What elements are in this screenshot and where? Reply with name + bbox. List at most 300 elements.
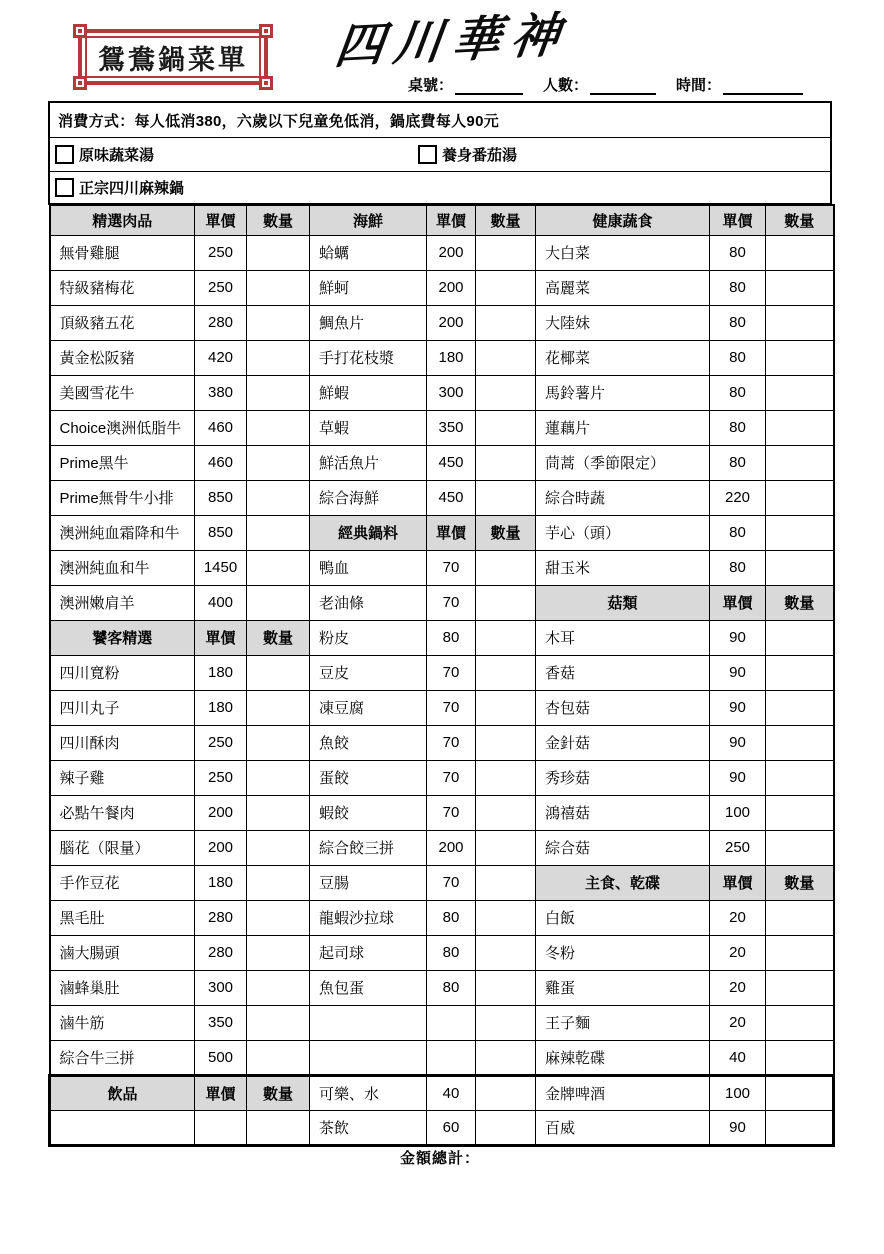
menu-item-name: 頂級豬五花 [50, 305, 195, 340]
menu-item-name: 蛋餃 [310, 760, 427, 795]
menu-item-qty-cell[interactable] [766, 795, 834, 830]
menu-row [50, 410, 834, 445]
menu-row [50, 795, 834, 830]
menu-item-qty-cell[interactable] [766, 760, 834, 795]
menu-item-name: 金牌啤酒 [536, 1075, 710, 1110]
empty-cell [310, 1040, 427, 1075]
notice-and-soup-box [48, 101, 832, 205]
menu-row [50, 515, 834, 550]
menu-item-price: 280 [195, 305, 247, 340]
menu-item-qty-cell[interactable] [247, 900, 310, 935]
menu-row [50, 935, 834, 970]
menu-item-price: 70 [427, 550, 476, 585]
menu-item-price: 80 [710, 550, 766, 585]
menu-item-price: 280 [195, 935, 247, 970]
menu-item-price: 40 [710, 1040, 766, 1075]
menu-item-qty-cell[interactable] [476, 480, 536, 515]
empty-cell [427, 1005, 476, 1040]
menu-item-name: 秀珍菇 [536, 760, 710, 795]
menu-row [50, 375, 834, 410]
section-header-title: 饕客精選 [50, 620, 195, 655]
menu-item-price: 180 [427, 340, 476, 375]
menu-item-price: 220 [710, 480, 766, 515]
stamp-corner-ornament [259, 76, 273, 90]
menu-item-price: 500 [195, 1040, 247, 1075]
menu-item-name: 腦花（限量） [50, 830, 195, 865]
menu-item-price: 80 [710, 445, 766, 480]
menu-table-header-row [50, 205, 834, 235]
menu-item-qty-cell[interactable] [247, 375, 310, 410]
menu-item-name: 木耳 [536, 620, 710, 655]
menu-item-price: 20 [710, 970, 766, 1005]
column-header-category: 精選肉品 [50, 205, 195, 235]
menu-item-qty-cell[interactable] [766, 375, 834, 410]
time-label: 時間： [676, 77, 722, 94]
menu-item-qty-cell[interactable] [247, 830, 310, 865]
menu-item-name: 甜玉米 [536, 550, 710, 585]
menu-item-name: 茶飲 [310, 1110, 427, 1145]
menu-item-name: 魚包蛋 [310, 970, 427, 1005]
menu-item-price: 280 [195, 900, 247, 935]
empty-cell [310, 1005, 427, 1040]
menu-item-name: 四川酥肉 [50, 725, 195, 760]
menu-item-price: 80 [710, 375, 766, 410]
menu-item-price: 850 [195, 480, 247, 515]
menu-item-price: 200 [427, 830, 476, 865]
menu-item-name: 黑毛肚 [50, 900, 195, 935]
menu-item-name: 鮮蝦 [310, 375, 427, 410]
menu-item-name: 花椰菜 [536, 340, 710, 375]
menu-item-name: 王子麵 [536, 1005, 710, 1040]
menu-item-name: 蓮藕片 [536, 410, 710, 445]
menu-item-price: 200 [195, 795, 247, 830]
menu-item-name: 豆腸 [310, 865, 427, 900]
menu-item-qty-cell[interactable] [476, 795, 536, 830]
section-header-qty-label: 數量 [247, 620, 310, 655]
menu-item-qty-cell[interactable] [476, 935, 536, 970]
menu-item-qty-cell[interactable] [476, 375, 536, 410]
menu-item-name: 豆皮 [310, 655, 427, 690]
soup-option-veg [55, 144, 154, 165]
menu-item-qty-cell[interactable] [766, 655, 834, 690]
menu-item-name: 高麗菜 [536, 270, 710, 305]
time-input-line[interactable] [723, 79, 803, 95]
menu-item-name: 美國雪花牛 [50, 375, 195, 410]
menu-item-qty-cell[interactable] [766, 935, 834, 970]
menu-item-price: 20 [710, 900, 766, 935]
menu-item-price: 80 [427, 620, 476, 655]
menu-item-name: 杏包菇 [536, 690, 710, 725]
stamp-corner-ornament [259, 24, 273, 38]
menu-item-qty-cell[interactable] [766, 445, 834, 480]
time-field [676, 74, 803, 95]
menu-item-price: 90 [710, 655, 766, 690]
menu-item-price: 100 [710, 795, 766, 830]
menu-item-qty-cell[interactable] [766, 620, 834, 655]
menu-item-price: 80 [427, 935, 476, 970]
soup-option-row-2 [50, 172, 830, 203]
menu-item-qty-cell[interactable] [247, 655, 310, 690]
people-count-field [543, 74, 656, 95]
menu-item-price: 100 [710, 1075, 766, 1110]
menu-item-qty-cell[interactable] [247, 480, 310, 515]
menu-item-qty-cell[interactable] [476, 970, 536, 1005]
people-count-input-line[interactable] [590, 79, 656, 95]
menu-item-name: 必點午餐肉 [50, 795, 195, 830]
menu-item-name: 蝦餃 [310, 795, 427, 830]
menu-item-price: 250 [195, 270, 247, 305]
menu-item-price: 1450 [195, 550, 247, 585]
menu-item-name: 百威 [536, 1110, 710, 1145]
menu-item-price: 400 [195, 585, 247, 620]
menu-item-name: 可樂、水 [310, 1075, 427, 1110]
menu-row [50, 1040, 834, 1075]
menu-item-price: 20 [710, 1005, 766, 1040]
people-count-label: 人數： [543, 77, 589, 94]
menu-item-price: 80 [710, 235, 766, 270]
stamp-corner-ornament [73, 76, 87, 90]
empty-cell [195, 1110, 247, 1145]
menu-item-price: 80 [710, 515, 766, 550]
section-header-title: 經典鍋料 [310, 515, 427, 550]
menu-item-qty-cell[interactable] [476, 270, 536, 305]
menu-item-name: 大白菜 [536, 235, 710, 270]
section-header-qty-label: 數量 [766, 865, 834, 900]
soup-option-mala [55, 177, 184, 198]
restaurant-stamp-logo [78, 29, 268, 85]
menu-item-name: 老油條 [310, 585, 427, 620]
mala-pot-checkbox[interactable] [55, 178, 74, 197]
menu-item-qty-cell[interactable] [766, 1005, 834, 1040]
section-header-price-label: 單價 [710, 865, 766, 900]
menu-item-price: 850 [195, 515, 247, 550]
menu-item-price: 450 [427, 445, 476, 480]
section-header-title: 主食、乾碟 [536, 865, 710, 900]
menu-item-name: 魚餃 [310, 725, 427, 760]
menu-item-qty-cell[interactable] [476, 340, 536, 375]
menu-item-price: 90 [710, 620, 766, 655]
menu-item-qty-cell[interactable] [766, 305, 834, 340]
menu-item-qty-cell[interactable] [247, 410, 310, 445]
column-header-price: 單價 [427, 205, 476, 235]
menu-row [50, 305, 834, 340]
menu-item-name: 蛤蠣 [310, 235, 427, 270]
menu-row [50, 1110, 834, 1145]
menu-item-price: 80 [427, 970, 476, 1005]
menu-item-qty-cell[interactable] [766, 1040, 834, 1075]
menu-item-qty-cell[interactable] [476, 760, 536, 795]
menu-item-qty-cell[interactable] [476, 725, 536, 760]
menu-item-name: 無骨雞腿 [50, 235, 195, 270]
menu-item-name: 鮮蚵 [310, 270, 427, 305]
menu-item-qty-cell[interactable] [476, 865, 536, 900]
menu-row [50, 690, 834, 725]
menu-row [50, 270, 834, 305]
menu-item-qty-cell[interactable] [247, 340, 310, 375]
menu-item-qty-cell[interactable] [476, 620, 536, 655]
menu-item-name: 滷大腸頭 [50, 935, 195, 970]
menu-row [50, 620, 834, 655]
menu-item-price: 80 [710, 340, 766, 375]
empty-cell [476, 1040, 536, 1075]
menu-row [50, 340, 834, 375]
menu-item-name: Prime黑牛 [50, 445, 195, 480]
menu-item-qty-cell[interactable] [247, 515, 310, 550]
menu-item-price: 70 [427, 795, 476, 830]
menu-item-price: 200 [195, 830, 247, 865]
menu-item-qty-cell[interactable] [247, 865, 310, 900]
menu-item-price: 250 [195, 760, 247, 795]
menu-item-price: 80 [710, 305, 766, 340]
menu-item-name: 鯛魚片 [310, 305, 427, 340]
menu-item-qty-cell[interactable] [766, 410, 834, 445]
menu-table [48, 204, 835, 1147]
menu-row [50, 1075, 834, 1110]
menu-row [50, 725, 834, 760]
menu-item-name: 龍蝦沙拉球 [310, 900, 427, 935]
section-header-qty-label: 數量 [476, 515, 536, 550]
menu-item-price: 70 [427, 690, 476, 725]
menu-row [50, 445, 834, 480]
menu-item-price: 60 [427, 1110, 476, 1145]
section-header-title: 飲品 [50, 1075, 195, 1110]
menu-item-qty-cell[interactable] [476, 900, 536, 935]
table-number-label: 桌號： [408, 77, 454, 94]
menu-item-name: 綜合牛三拼 [50, 1040, 195, 1075]
menu-item-name: 草蝦 [310, 410, 427, 445]
menu-item-qty-cell[interactable] [766, 340, 834, 375]
menu-item-price: 70 [427, 585, 476, 620]
menu-item-price: 200 [427, 305, 476, 340]
tomato-soup-label: 養身番茄湯 [442, 147, 518, 164]
grand-total-label: 金額總計： [399, 1150, 480, 1167]
section-header-price-label: 單價 [427, 515, 476, 550]
menu-item-name: 特級豬梅花 [50, 270, 195, 305]
menu-item-name: 手打花枝漿 [310, 340, 427, 375]
menu-item-qty-cell[interactable] [476, 585, 536, 620]
stamp-corner-ornament [73, 24, 87, 38]
menu-item-qty-cell[interactable] [476, 445, 536, 480]
menu-row [50, 1005, 834, 1040]
menu-title: 鴛鴦鍋菜單 [98, 44, 248, 75]
menu-item-price: 460 [195, 445, 247, 480]
menu-item-price: 70 [427, 655, 476, 690]
menu-item-name: 四川寬粉 [50, 655, 195, 690]
menu-item-price: 180 [195, 690, 247, 725]
menu-item-qty-cell[interactable] [247, 935, 310, 970]
section-header-price-label: 單價 [195, 1075, 247, 1110]
menu-item-name: 鮮活魚片 [310, 445, 427, 480]
menu-row [50, 760, 834, 795]
menu-item-qty-cell[interactable] [247, 970, 310, 1005]
menu-item-price: 90 [710, 760, 766, 795]
menu-item-name: 馬鈴薯片 [536, 375, 710, 410]
menu-item-name: Choice澳洲低脂牛 [50, 410, 195, 445]
menu-item-name: 澳洲嫩肩羊 [50, 585, 195, 620]
menu-item-qty-cell[interactable] [247, 305, 310, 340]
menu-row [50, 480, 834, 515]
column-header-price: 單價 [195, 205, 247, 235]
soup-option-row-1 [50, 138, 830, 172]
menu-item-name: 澳洲純血霜降和牛 [50, 515, 195, 550]
menu-item-qty-cell[interactable] [766, 690, 834, 725]
menu-row [50, 550, 834, 585]
menu-row [50, 830, 834, 865]
tomato-soup-checkbox[interactable] [418, 145, 437, 164]
brand-calligraphy: 四川華神 [332, 6, 573, 75]
stamp-inner-frame [85, 36, 261, 78]
menu-item-name: 芋心（頭） [536, 515, 710, 550]
mala-pot-label: 正宗四川麻辣鍋 [79, 180, 185, 197]
veg-soup-checkbox[interactable] [55, 145, 74, 164]
menu-item-qty-cell[interactable] [766, 270, 834, 305]
menu-item-price: 80 [710, 270, 766, 305]
menu-item-price: 300 [427, 375, 476, 410]
menu-item-name: 澳洲純血和牛 [50, 550, 195, 585]
menu-item-price: 80 [710, 410, 766, 445]
menu-item-name: 茼蒿（季節限定） [536, 445, 710, 480]
menu-item-price: 380 [195, 375, 247, 410]
menu-item-name: 四川丸子 [50, 690, 195, 725]
menu-item-name: 綜合菇 [536, 830, 710, 865]
empty-cell [247, 1110, 310, 1145]
soup-option-tomato [418, 144, 517, 165]
menu-item-name: 鴨血 [310, 550, 427, 585]
menu-item-qty-cell[interactable] [247, 690, 310, 725]
menu-item-name: 手作豆花 [50, 865, 195, 900]
menu-item-price: 80 [427, 900, 476, 935]
menu-item-name: 滷牛筋 [50, 1005, 195, 1040]
menu-row [50, 970, 834, 1005]
menu-item-name: 凍豆腐 [310, 690, 427, 725]
menu-item-price: 70 [427, 760, 476, 795]
consumption-notice: 消費方式：每人低消380，六歲以下兒童免低消，鍋底費每人90元 [50, 103, 830, 138]
menu-item-price: 250 [195, 235, 247, 270]
menu-item-qty-cell[interactable] [247, 550, 310, 585]
menu-item-qty-cell[interactable] [247, 725, 310, 760]
section-header-price-label: 單價 [195, 620, 247, 655]
menu-item-price: 350 [195, 1005, 247, 1040]
menu-item-qty-cell[interactable] [476, 410, 536, 445]
menu-item-price: 350 [427, 410, 476, 445]
column-header-qty: 數量 [766, 205, 834, 235]
menu-item-price: 90 [710, 725, 766, 760]
menu-item-name: 黃金松阪豬 [50, 340, 195, 375]
menu-item-qty-cell[interactable] [247, 760, 310, 795]
menu-item-qty-cell[interactable] [247, 445, 310, 480]
menu-item-qty-cell[interactable] [476, 1110, 536, 1145]
section-header-qty-label: 數量 [766, 585, 834, 620]
menu-item-name: 麻辣乾碟 [536, 1040, 710, 1075]
menu-item-qty-cell[interactable] [476, 1075, 536, 1110]
menu-item-name: 大陸妹 [536, 305, 710, 340]
menu-item-qty-cell[interactable] [766, 515, 834, 550]
menu-item-price: 460 [195, 410, 247, 445]
menu-item-price: 180 [195, 865, 247, 900]
menu-item-name: 綜合海鮮 [310, 480, 427, 515]
menu-item-qty-cell[interactable] [766, 1075, 834, 1110]
menu-item-qty-cell[interactable] [766, 1110, 834, 1145]
empty-cell [427, 1040, 476, 1075]
section-header-title: 菇類 [536, 585, 710, 620]
section-header-price-label: 單價 [710, 585, 766, 620]
menu-item-price: 90 [710, 1110, 766, 1145]
menu-item-qty-cell[interactable] [766, 830, 834, 865]
menu-item-qty-cell[interactable] [766, 480, 834, 515]
menu-item-price: 40 [427, 1075, 476, 1110]
menu-row [50, 585, 834, 620]
menu-item-qty-cell[interactable] [766, 550, 834, 585]
menu-item-name: 雞蛋 [536, 970, 710, 1005]
menu-item-price: 250 [195, 725, 247, 760]
menu-row [50, 900, 834, 935]
menu-item-qty-cell[interactable] [476, 305, 536, 340]
menu-item-qty-cell[interactable] [247, 795, 310, 830]
menu-item-qty-cell[interactable] [476, 235, 536, 270]
menu-item-name: 粉皮 [310, 620, 427, 655]
veg-soup-label: 原味蔬菜湯 [79, 147, 155, 164]
menu-item-price: 180 [195, 655, 247, 690]
menu-item-qty-cell[interactable] [766, 725, 834, 760]
menu-item-name: 白飯 [536, 900, 710, 935]
menu-item-name: 滷蜂巢肚 [50, 970, 195, 1005]
menu-item-name: Prime無骨牛小排 [50, 480, 195, 515]
menu-item-qty-cell[interactable] [476, 655, 536, 690]
column-header-category: 海鮮 [310, 205, 427, 235]
menu-item-price: 200 [427, 270, 476, 305]
menu-item-qty-cell[interactable] [766, 235, 834, 270]
menu-item-name: 綜合時蔬 [536, 480, 710, 515]
menu-row [50, 235, 834, 270]
menu-item-price: 70 [427, 865, 476, 900]
empty-cell [476, 1005, 536, 1040]
menu-item-price: 250 [710, 830, 766, 865]
menu-item-price: 20 [710, 935, 766, 970]
menu-item-qty-cell[interactable] [476, 690, 536, 725]
order-info-fields [408, 74, 803, 95]
menu-item-price: 70 [427, 725, 476, 760]
menu-item-price: 90 [710, 690, 766, 725]
menu-item-price: 200 [427, 235, 476, 270]
table-number-field [408, 74, 523, 95]
menu-item-name: 辣子雞 [50, 760, 195, 795]
menu-item-name: 鴻禧菇 [536, 795, 710, 830]
menu-item-price: 300 [195, 970, 247, 1005]
column-header-qty: 數量 [247, 205, 310, 235]
menu-item-name: 冬粉 [536, 935, 710, 970]
menu-item-price: 420 [195, 340, 247, 375]
menu-item-qty-cell[interactable] [247, 270, 310, 305]
menu-item-price: 450 [427, 480, 476, 515]
menu-item-qty-cell[interactable] [247, 235, 310, 270]
menu-item-name: 香菇 [536, 655, 710, 690]
column-header-category: 健康蔬食 [536, 205, 710, 235]
menu-item-name: 金針菇 [536, 725, 710, 760]
column-header-qty: 數量 [476, 205, 536, 235]
menu-item-qty-cell[interactable] [766, 970, 834, 1005]
menu-item-qty-cell[interactable] [476, 830, 536, 865]
menu-row [50, 865, 834, 900]
section-header-qty-label: 數量 [247, 1075, 310, 1110]
empty-cell [50, 1110, 195, 1145]
table-number-input-line[interactable] [455, 79, 523, 95]
menu-item-qty-cell[interactable] [247, 1005, 310, 1040]
menu-item-qty-cell[interactable] [766, 900, 834, 935]
menu-row [50, 655, 834, 690]
menu-item-qty-cell[interactable] [476, 550, 536, 585]
menu-item-qty-cell[interactable] [247, 585, 310, 620]
menu-item-qty-cell[interactable] [247, 1040, 310, 1075]
